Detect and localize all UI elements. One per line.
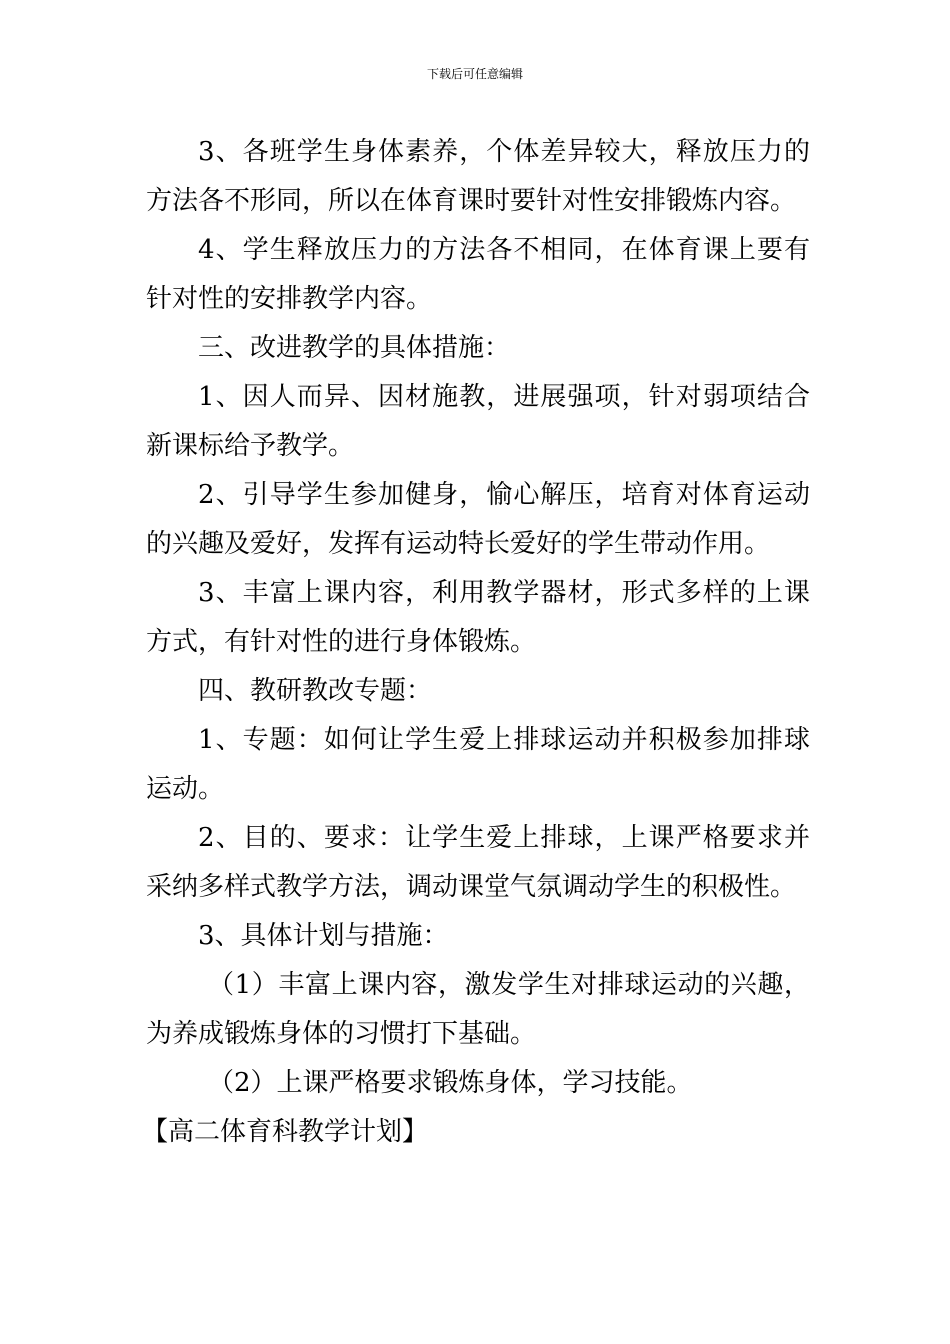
- paragraph-8: 3、具体计划与措施：: [198, 921, 449, 951]
- paragraph-3: 1、因人而异、因材施教，进展强项，针对弱项结合新课标给予教学。: [146, 382, 810, 461]
- paragraph-9: （1）丰富上课内容，激发学生对排球运动的兴趣，为养成锻炼身体的习惯打下基础。: [146, 970, 810, 1049]
- section-title: 【高二体育科教学计划】: [142, 1117, 429, 1147]
- heading-improvement-measures: 三、改进教学的具体措施：: [198, 333, 511, 363]
- paragraph-1: 3、各班学生身体素养，个体差异较大，释放压力的方法各不形同，所以在体育课时要针对性安排锻炼内容。: [146, 137, 810, 216]
- heading-research-topic: 四、教研教改专题：: [198, 676, 433, 706]
- paragraph-5: 3、丰富上课内容，利用教学器材，形式多样的上课方式，有针对性的进行身体锻炼。: [146, 578, 810, 657]
- paragraph-2: 4、学生释放压力的方法各不相同，在体育课上要有针对性的安排教学内容。: [146, 235, 810, 314]
- paragraph-4: 2、引导学生参加健身，愉心解压，培育对体育运动的兴趣及爱好，发挥有运动特长爱好的学生带动作用。: [146, 480, 810, 559]
- page-header: 下载后可任意编辑: [426, 67, 523, 81]
- document-body: [142, 128, 810, 1157]
- paragraph-7: 2、目的、要求：让学生爱上排球，上课严格要求并采纳多样式教学方法，调动课堂气氛调动学生的积极性。: [146, 823, 810, 902]
- paragraph-6: 1、专题：如何让学生爱上排球运动并积极参加排球运动。: [146, 725, 810, 804]
- paragraph-10: （2）上课严格要求锻炼身体，学习技能。: [208, 1068, 693, 1098]
